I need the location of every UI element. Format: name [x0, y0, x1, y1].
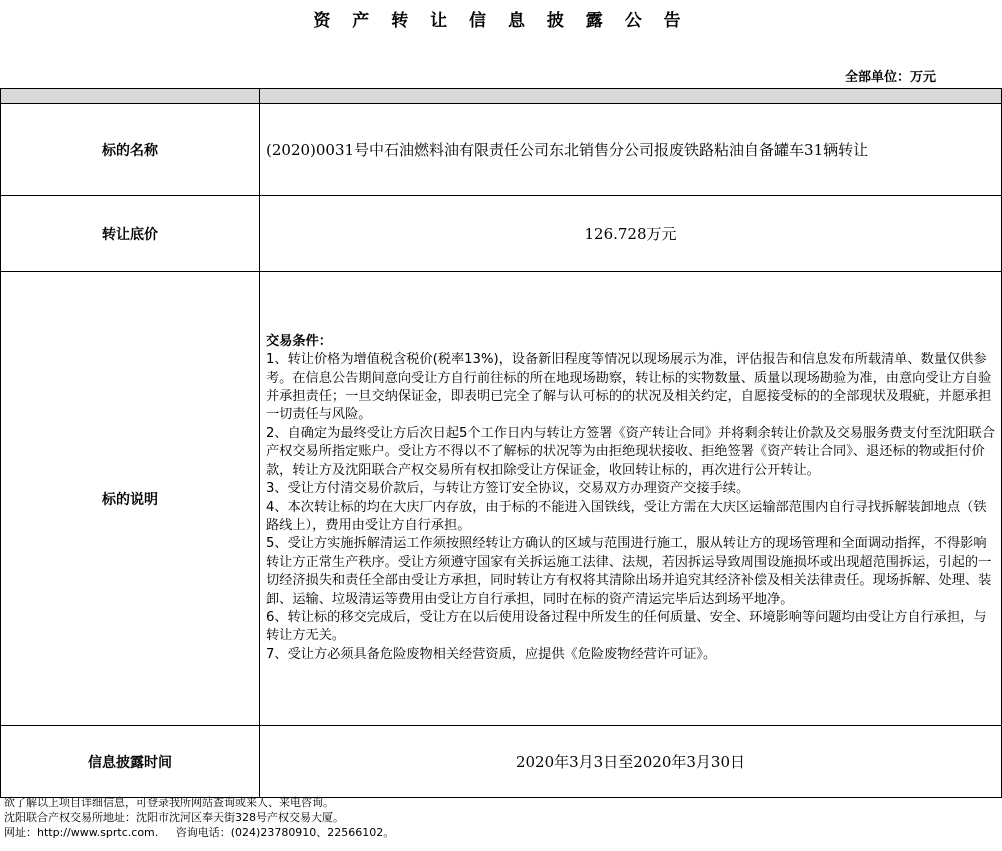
condition-paragraph: 4、本次转让标的均在大庆厂内存放，由于标的不能进入国铁线，受让方需在大庆区运输部范围内自行寻找拆解装卸地点（铁路线上），费用由受让方自行承担。 [266, 499, 987, 533]
footer-address: 沈阳联合产权交易所地址：沈阳市沈河区奉天街328号产权交易大厦。 [4, 811, 344, 824]
footer-note: 欲了解以上项目详细信息，可登录我所网站查询或来人、来电咨询。 [4, 796, 334, 809]
disclosure-period-value: 2020年3月3日至2020年3月30日 [260, 726, 1002, 798]
asset-name-value: (2020)0031号中石油燃料油有限责任公司东北销售分公司报废铁路粘油自备罐车31辆转让 [260, 104, 1002, 196]
table-header-band [1, 89, 1002, 104]
page-title: 资 产 转 让 信 息 披 露 公 告 [313, 11, 689, 31]
unit-note: 全部单位：万元 [844, 70, 936, 85]
table-row-price [1, 196, 1002, 272]
condition-paragraph: 7、受让方必须具备危险废物相关经营资质，应提供《危险废物经营许可证》。 [266, 646, 717, 662]
condition-paragraph: 1、转让价格为增值税含税价(税率13%)，设备新旧程度等情况以现场展示为准，评估报告和信息发布所载清单、数量仅供参考。在信息公告期间意向受让方自行前往标的所在地现场勘察，转让标的实物数量、质量以现场勘验为准，由意向受让方自验并承担责任；一旦交纳保证金，即表明已完全了解与认可标的的状况及相关约定，自愿接受标的的全部现状及瑕疵，并愿承担一切责任与风险。 [266, 352, 992, 423]
header-band-left [1, 89, 260, 104]
header-band-right [260, 89, 1002, 104]
row-label-time: 信息披露时间 [1, 726, 260, 798]
disclosure-table [0, 88, 1002, 798]
row-label-name: 标的名称 [1, 104, 260, 196]
conditions-heading: 交易条件： [266, 333, 332, 349]
row-label-description: 标的说明 [1, 272, 260, 726]
condition-paragraph: 6、转让标的移交完成后，受让方在以后使用设备过程中所发生的任何质量、安全、环境影响等问题均由受让方自行承担，与转让方无关。 [266, 609, 987, 644]
footer-contact [4, 795, 394, 840]
condition-paragraph: 2、自确定为最终受让方后次日起5个工作日内与转让方签署《资产转让合同》并将剩余转让价款及交易服务费支付至沈阳联合产权交易所指定账户。受让方不得以不了解标的状况等为由拒绝现状接收、拒绝签署《资产转让合同》、退还标的物或拒付价款，转让方及沈阳联合产权交易所有权扣除受让方保证金，收回转让标的，再次进行公开转让。 [266, 425, 995, 478]
condition-paragraph: 3、受让方付清交易价款后，与转让方签订安全协议，交易双方办理资产交接手续。 [266, 481, 750, 497]
row-label-price: 转让底价 [1, 196, 260, 272]
description-cell [260, 272, 1002, 726]
footer-website-phone: 网址：http://www.sprtc.com. 咨询电话：(024)23780910、22566102。 [4, 826, 395, 839]
condition-paragraph: 5、受让方实施拆解清运工作须按照经转让方确认的区域与范围进行施工，服从转让方的现场管理和全面调动指挥，不得影响转让方正常生产秩序。受让方须遵守国家有关拆运施工法律、法规，若因拆运导致周围设施损坏或出现超范围拆运，引起的一切经济损失和责任全部由受让方承担，同时转让方有权将其清除出场并追究其经济补偿及相关法律责任。现场拆解、处理、装卸、运输、垃圾清运等费用由受让方自行承担，同时在标的资产清运完毕后达到场平地净。 [266, 536, 992, 607]
table-row-time [1, 726, 1002, 798]
table-row-name [1, 104, 1002, 196]
table-row-description [1, 272, 1002, 726]
reserve-price-value: 126.728万元 [260, 196, 1002, 272]
